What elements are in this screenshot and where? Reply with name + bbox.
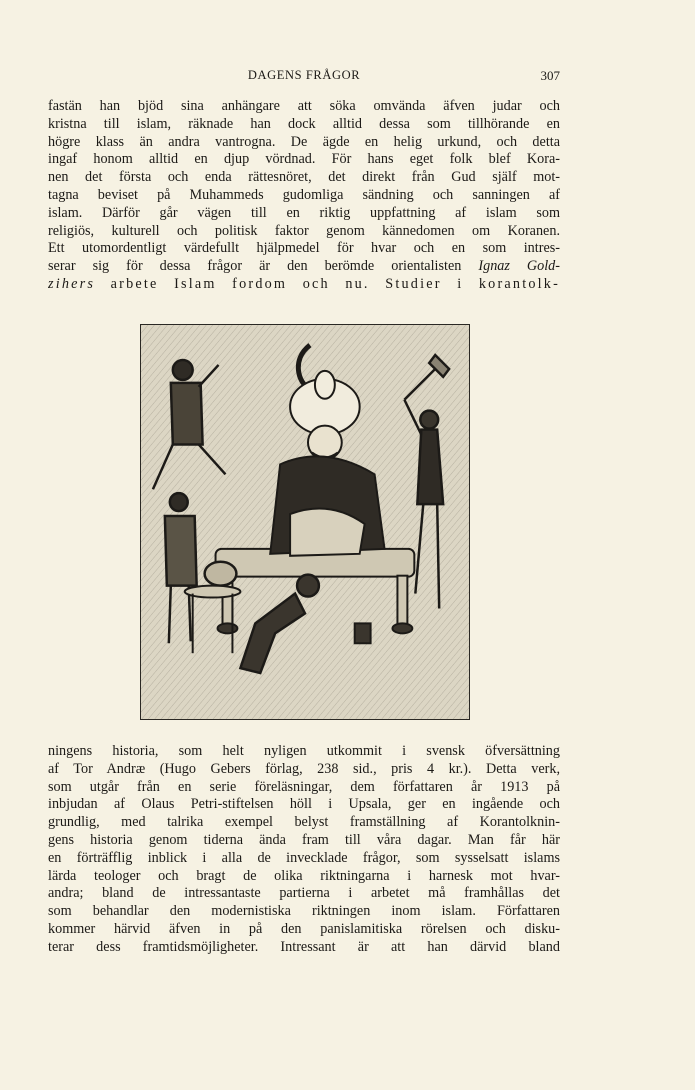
text-line: kristna till islam, räknade han dock alltid dessa som tillhörande en [48, 115, 560, 132]
text-line: andra; bland de intressantaste partierna i arbetet må framhållas det [48, 885, 560, 902]
text-line: nen det första och enda rättesnöret, det direkt från Gud själf mot- [48, 169, 560, 186]
cartoon-illustration [140, 324, 470, 720]
text-line: tagna beviset på Muhammeds gudomliga sändning och sanningen af [48, 186, 560, 203]
author-name-italic: Ignaz Gold- [478, 258, 560, 275]
body-paragraph-bottom [48, 743, 560, 957]
text-line-part: arbete [110, 275, 159, 292]
text-line: islam. Därför går vägen till en riktig uppfattning af islam som [48, 204, 560, 221]
author-name-italic: zihers [48, 275, 96, 292]
text-line: inbjudan af Olaus Petri-stiftelsen höll i Upsala, ger en ingående och [48, 796, 560, 813]
text-line: ingaf honom alltid en djup vördnad. För hans eget folk blef Kora- [48, 151, 560, 168]
text-line-with-author [48, 258, 560, 276]
cartoon-drawing [141, 325, 469, 719]
text-line: kommer härvid äfven in på den panislamitiska rörelsen och disku- [48, 920, 560, 937]
text-line: högre klass än andra vantrogna. De ägde en helig urkund, och detta [48, 133, 560, 150]
text-line: ningens historia, som helt nyligen utkommit i svensk öfversättning [48, 743, 560, 759]
text-line: religiös, kulturell och politisk faktor genom kännedomen om Koranen. [48, 222, 560, 239]
text-line: Ett utomordentligt värdefullt hjälpmedel för hvar och en som intres- [48, 240, 560, 257]
book-title-spaced: Islam fordom och nu. Studier i korantolk- [174, 275, 560, 292]
text-line: terar dess framtidsmöjligheter. Intressant är att han därvid bland [48, 938, 560, 955]
page-header [48, 66, 560, 86]
running-title: DAGENS FRÅGOR [247, 68, 361, 82]
text-line: fastän han bjöd sina anhängare att söka omvända äfven judar och [48, 98, 560, 114]
text-line: lärda teologer och bragt de olika riktningarna i harnesk mot hvar- [48, 867, 560, 884]
text-line: som utgår från en serie föreläsningar, dem författaren år 1913 på [48, 778, 560, 795]
text-line-part: serar sig för dessa frågor är den berömde orientalisten [48, 258, 462, 275]
text-line: en förträfflig inblick i alla de invecklade frågor, som sysselsatt islams [48, 849, 560, 866]
page-number: 307 [540, 68, 560, 83]
text-line: gens historia genom tiderna ända fram till våra dagar. Man får här [48, 831, 560, 848]
text-line-with-title [48, 276, 560, 294]
text-line: af Tor Andræ (Hugo Gebers förlag, 238 sid., pris 4 kr.). Detta verk, [48, 760, 560, 777]
text-line: som behandlar den modernistiska riktningen inom islam. Författaren [48, 903, 560, 920]
text-line: grundlig, med talrika exempel belyst framställning af Korantolknin- [48, 814, 560, 831]
body-paragraph-top [48, 98, 560, 294]
